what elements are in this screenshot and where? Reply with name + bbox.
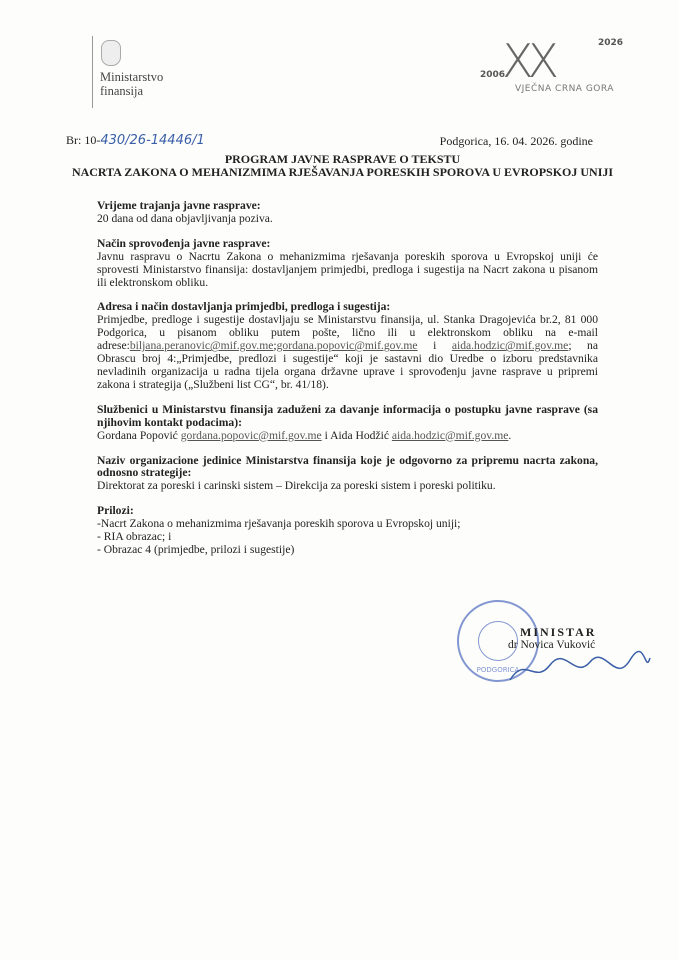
handwritten-signature — [505, 650, 655, 690]
document-title: PROGRAM JAVNE RASPRAVE O TEKSTU NACRTA ZAKONA O MEHANIZMIMA RJEŠAVANJA PORESKIH SPOROVA U EVROPSKOJ UNIJI — [71, 152, 614, 179]
section-attachments: Prilozi: -Nacrt Zakona o mehanizmima rješavanja poreskih sporova u Evropskoj uniji; - RIA obrazac; i - Obrazac 4 (primjedbe, prilozi i sugestije) — [97, 504, 461, 556]
section-duration: Vrijeme trajanja javne rasprave: 20 dana od dana objavljivanja poziva. — [97, 199, 273, 225]
email-link[interactable]: gordana.popovic@mif.gov.me — [180, 428, 322, 442]
email-link[interactable]: aida.hodzic@mif.gov.me — [451, 339, 569, 353]
anniversary-logo: XX — [502, 34, 554, 88]
section-contacts: Službenici u Ministarstvu finansija zaduženi za davanje informacija o postupku javne rasprave (sa njihovim kontakt podacima): Gordana Popović gordana.popovic@mif.gov.me i Aida Hodžić aida.hodzic@mif.gov.me. — [97, 402, 598, 442]
email-link[interactable]: aida.hodzic@mif.gov.me — [391, 428, 509, 442]
document-date: Podgorica, 16. 04. 2026. godine — [439, 134, 593, 148]
signatory-name: dr Novica Vuković — [508, 639, 596, 651]
ministry-logo-text: Ministarstvo finansija — [100, 70, 164, 98]
section-method: Način sprovođenja javne rasprave: Javnu raspravu o Nacrtu Zakona o mehanizmima rješavanja poreskih sporova u Evropskoj uniji će sprovesti Ministarstvo finansija: dostavljanjem primjedbi, predloga i sugestija na Nacrt zakona u pisanom ili elektronskom obliku. — [97, 236, 598, 289]
anniversary-year-start: 2006 — [480, 70, 506, 80]
anniversary-motto: VJEČNA CRNA GORA — [515, 84, 614, 94]
official-stamp: PODGORICA — [457, 600, 539, 682]
email-link[interactable]: biljana.peranovic@mif.gov.me — [129, 339, 274, 353]
reference-number: Br: 10-430/26-14446/1 — [66, 133, 205, 148]
signatory-title: MINISTAR — [520, 625, 597, 639]
attachment-item: - RIA obrazac; i — [97, 530, 172, 544]
attachment-item: -Nacrt Zakona o mehanizmima rješavanja poreskih sporova u Evropskoj uniji; — [97, 517, 461, 531]
section-address: Adresa i način dostavljanja primjedbi, predloga i sugestija: Primjedbe, predloge i sugestije dostavljaju se Ministarstvu finansija, ul. Stanka Dragojevića br.2, 81 000 Podgorica, u pisanom obliku putem pošte, lično ili u elektronskom obliku na e-mail adrese:biljana.peranovic@mif.gov.me;gordana.popovic@mif.gov.me i aida.hodzic@mif.gov.me; na Obrascu broj 4:„Primjedbe, predlozi i sugestije“ koji je sastavni dio Uredbe o izboru predstavnika nevladinih organizacija u radna tijela organa državne uprave i sprovođenju javne rasprave u pripremi zakona i strategija („Službeni list CG“, br. 41/18). — [97, 300, 598, 391]
attachment-item: - Obrazac 4 (primjedbe, prilozi i sugestije) — [97, 542, 295, 556]
logo-divider — [92, 36, 93, 108]
document-body — [97, 200, 598, 569]
coat-of-arms-icon — [101, 40, 121, 66]
email-link[interactable]: gordana.popovic@mif.gov.me — [276, 339, 418, 353]
section-unit: Naziv organizacione jedinice Ministarstva finansija koje je odgovorno za pripremu nacrta zakona, odnosno strategije: Direktorat za poreski i carinski sistem – Direkcija za poreski sistem i poreski politiku. — [97, 453, 598, 493]
anniversary-year-end: 2026 — [598, 38, 624, 48]
